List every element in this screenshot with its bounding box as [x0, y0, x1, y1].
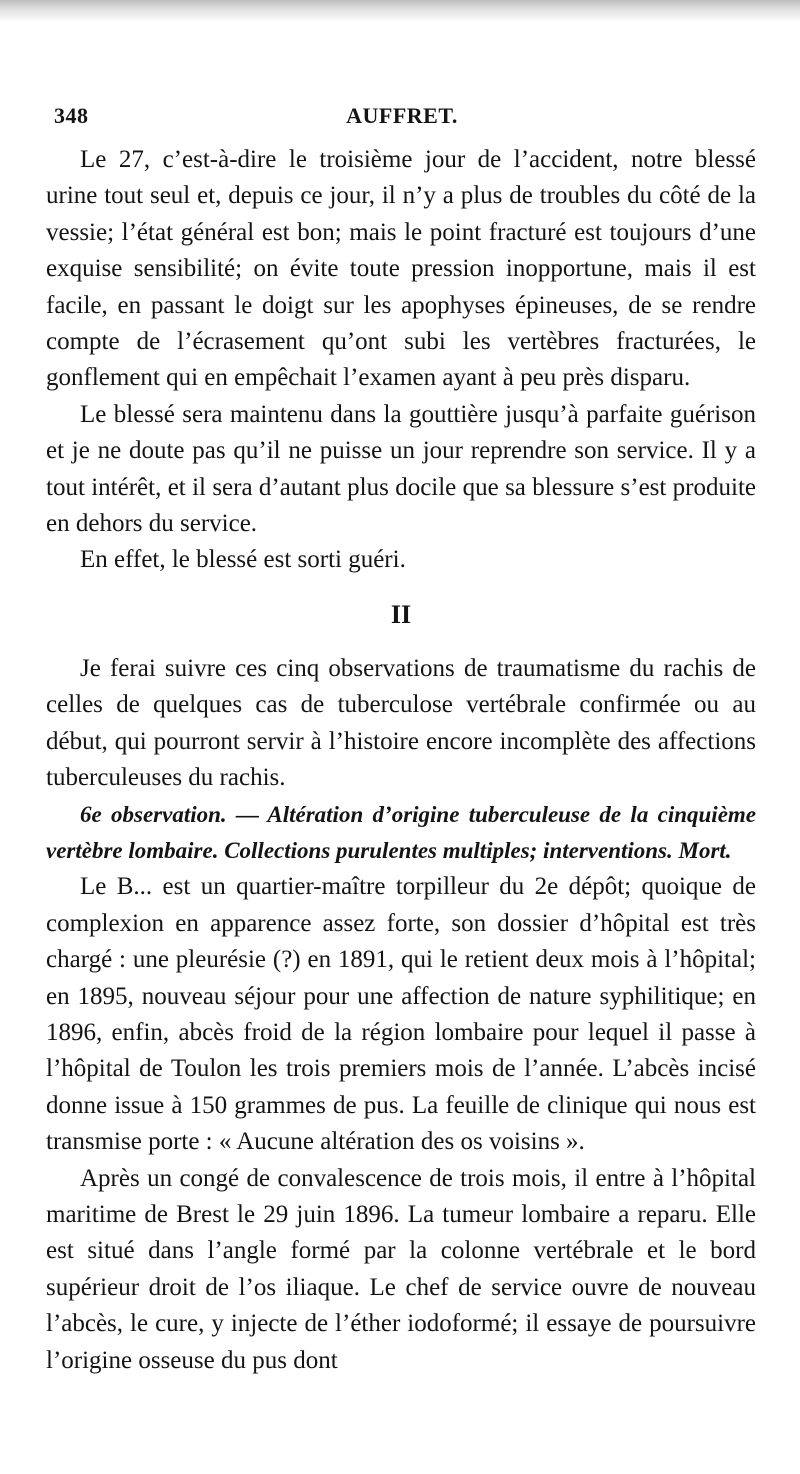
paragraph: Le 27, c’est-à-dire le troisième jour de l’accident, notre blessé urine tout seul et, depuis ce jour, il n’y a plus de troubles du côté de la vessie; l’état général est bon; mais le point fracturé est toujours d’une exquise sensibilité; on évite toute pression inopportune, mais il est facile, en passant le doigt sur les apophyses épineuses, de se rendre compte de l’écrasement qu’ont subi les vertèbres fracturées, le gonflement qui en empêchait l’examen ayant à peu près disparu.	[46, 146, 756, 392]
page-number: 348	[54, 103, 89, 128]
paragraph: Après un congé de convalescence de trois mois, il entre à l’hôpital maritime de Brest le 29 juin 1896. La tumeur lombaire a reparu. Elle est situé dans l’angle formé par la colonne vertébrale et le bord supérieur droit de l’os iliaque. Le chef de service ouvre de nouveau l’abcès, le cure, y injecte de l’éther iodoformé; il essaye de poursuivre l’origine osseuse du pus dont	[46, 1164, 756, 1374]
paragraph: En effet, le blessé est sorti guéri.	[80, 546, 406, 574]
page-header	[52, 103, 752, 135]
section-heading: II	[390, 599, 412, 629]
paragraph: Le blessé sera maintenu dans la gouttière jusqu’à parfaite guérison et je ne doute pas qu’il ne puisse un jour reprendre son service. Il y a tout intérêt, et il sera d’autant plus docile que sa blessure s’est produite en dehors du service.	[46, 400, 756, 538]
paragraph: Je ferai suivre ces cinq observations de traumatisme du rachis de celles de quelques cas de tuberculose vertébrale confirmée ou au début, qui pourront servir à l’histoire encore incomplète des affections tuberculeuses du rachis.	[46, 654, 756, 792]
scan-edge-shadow	[0, 0, 800, 22]
running-head: AUFFRET.	[346, 103, 458, 128]
paragraph: Le B... est un quartier-maître torpilleur du 2e dépôt; quoique de complexion en apparence assez forte, son dossier d’hôpital est très chargé : une pleurésie (?) en 1891, qui le retient deux mois à l’hôpital; en 1895, nouveau séjour pour une affection de nature syphilitique; en 1896, enfin, abcès froid de la région lombaire pour lequel il passe à l’hôpital de Toulon les trois premiers mois de l’année. L’abcès incisé donne issue à 150 grammes de pus. La feuille de clinique qui nous est transmise porte : « Aucune altération des os voisins ».	[46, 873, 756, 1156]
body-text	[46, 142, 756, 1379]
observation-title: 6e observation. — Altération d’origine tuberculeuse de la cinquième vertèbre lombaire. Collections purulentes multiples; interventions. Mort.	[46, 801, 756, 863]
